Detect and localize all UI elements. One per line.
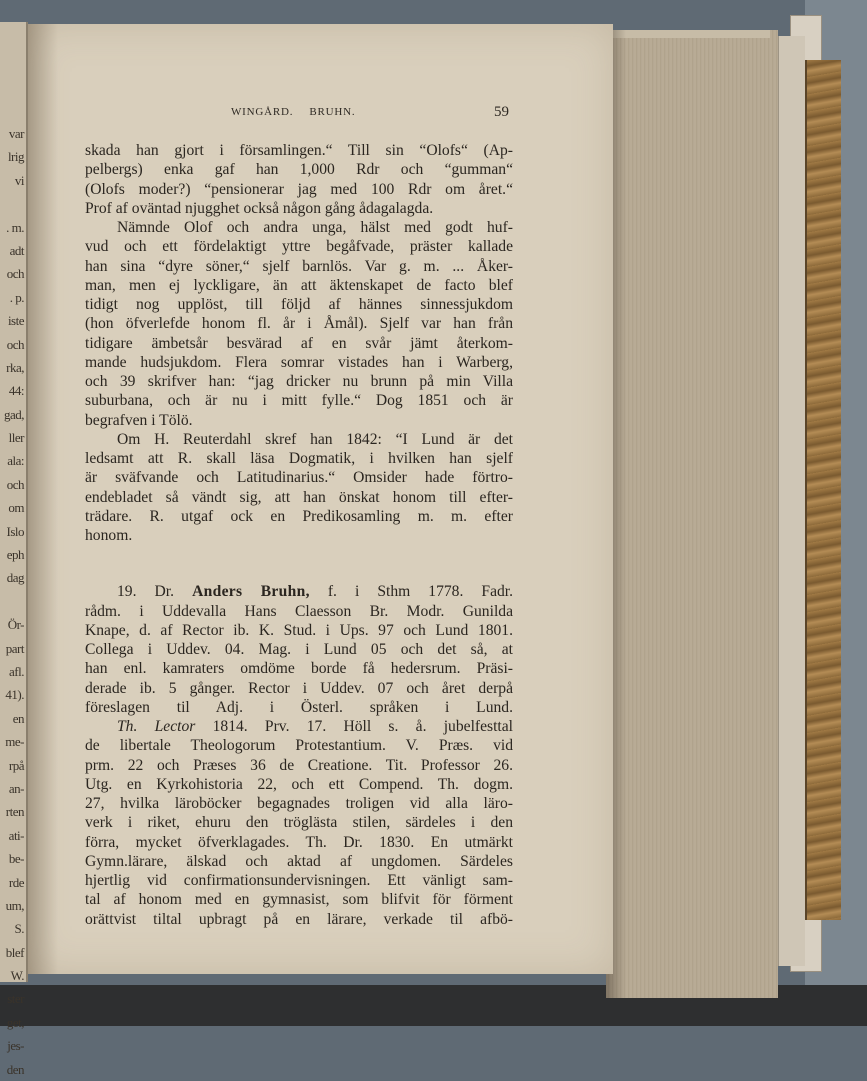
left-fragment: ster [7,991,24,1007]
paragraph-3 [85,430,513,546]
left-fragment: rde [8,874,24,890]
left-fragment: Islo [6,523,24,539]
left-fragment: be- [8,851,24,867]
left-fragment: jes- [7,1038,24,1054]
text-line: skada han gjort i församlingen.“ Till sin “Olofs“ (Ap- [85,142,513,159]
lector-rest: 1814. Prv. 17. Höll s. å. jubelfesttal [212,718,513,735]
left-fragment: ati- [8,827,24,843]
page-number: 59 [494,104,509,120]
entry-number: 19. Dr. [117,583,175,601]
text-line: Prof af oväntad njugghet också någon gång ådagalagda. [85,199,434,217]
left-fragment: . m. [6,219,24,235]
text-line: tidigt nog upplöst, till följd af hännes sinnessjukdom [85,296,513,313]
left-fragment [0,192,24,215]
left-fragment: S. [14,921,24,937]
entry-lines-1 [85,602,513,718]
text-line: Nämnde Olof och andra unga, hälst med godt huf- [117,219,513,236]
left-fragment: iste [7,313,24,329]
left-fragment: W. [10,968,24,984]
running-title-right: BRUHN. [309,106,356,118]
text-line: ledsamt att R. skall läsa Dogmatik, i hvilken han sjelf [85,450,513,467]
text-line: trädare. R. utgaf ock en Predikosamling m. m. efter [85,507,513,525]
entry-first-line [85,582,513,601]
text-line: suburbana, och är nu i mitt fylle.“ Dog 1851 och är [85,392,513,410]
left-fragment: och [6,266,24,282]
lector-italic: Th. Lector [117,718,196,735]
left-fragment: me- [5,734,24,750]
paragraph-1 [85,141,513,218]
entry-lines-2 [85,736,513,929]
left-fragment: en [12,710,24,726]
text-line: tal af honom med en gymnasist, som blifvit för förment [85,891,513,909]
text-line: (hon öfverlefde honom fl. år i Åmål). Sjelf var han från [85,315,513,333]
left-fragment: och [6,476,24,492]
text-line: pelbergs) enka gaf han 1,000 Rdr och “gumman“ [85,161,513,179]
left-fragment: dag [6,570,24,586]
entry-first-line-rest: f. i Sthm 1778. Fadr. [327,583,514,601]
text-line: (Olofs moder?) “pensionerar jag med 100 Rdr om året.“ [85,180,513,198]
entry-19 [85,582,513,929]
text-line: honom. [85,527,133,544]
left-fragment: gad, [3,406,24,422]
running-title-left: WINGÅRD. [231,106,294,118]
left-fragment: blef [5,944,24,960]
text-line: vud och ett fördelaktigt yttre begåfvade, präster kallade [85,238,513,256]
left-fragment: part [5,640,24,656]
left-fragment: vi [14,172,24,188]
left-fragment: 41). [5,687,24,703]
left-page-fragments [0,122,26,1077]
paragraph-2 [85,218,513,430]
left-fragment: eph [6,547,24,563]
left-fragment: den [6,1061,24,1077]
book-cover-edge [805,60,841,920]
text-line: de libertale Theologorum Protestantium. V. Præs. vid [85,737,513,755]
left-fragment: rka, [6,359,24,375]
text-line: Om H. Reuterdahl skref han 1842: “I Lund är det [117,430,513,448]
text-line: man, men ej lyckligare, än att äktenskapet de facto blef [85,276,513,294]
entry-lector-line [85,717,513,736]
left-fragment: adt [9,242,24,258]
left-fragment: rpå [8,757,24,773]
text-line: han enl. kamraters omdöme borde få hedersrum. Präsi- [85,660,513,678]
text-line: derade ib. 5 gånger. Rector i Uddev. 07 och året derpå [85,679,513,697]
left-fragment: ala: [7,453,24,469]
text-line: begrafven i Tölö. [85,411,193,429]
text-line: Knape, d. af Rector ib. K. Stud. i Ups. 97 och Lund 1801. [85,621,513,639]
left-fragment: afl. [9,663,24,679]
book-page [28,24,613,974]
text-line: verk i riket, ehuru den tröglästa stilen, särdeles i den [85,814,513,832]
text-line: rådm. i Uddevalla Hans Claesson Br. Modr. Gunilda [85,602,513,620]
left-fragment: 44: [8,383,24,399]
text-line: 27, hvilka läroböcker begagnades troligen vid alla läro- [85,795,513,812]
left-fragment: . p. [9,289,24,305]
text-line: är sväfvande och Latitudinarius.“ Omsider hade förtro- [85,469,513,487]
text-line: Collega i Uddev. 04. Mag. i Lund 05 och det så, at [85,641,513,658]
left-fragment: var [8,126,24,141]
left-fragment: lrig [7,149,24,165]
left-fragment: get, [6,1014,24,1030]
text-line: hjertlig vid confirmationsundervisningen. Ett vänligt sam- [85,872,513,889]
text-line: mande hudsjukdom. Flera somrar vistades han i Warberg, [85,353,513,371]
page-block-edge [778,36,805,966]
text-line: Utg. en Kyrkohistoria 22, och ett Compend. Th. dogm. [85,775,513,793]
left-fragment: ller [8,430,24,446]
left-fragment: om [8,500,24,516]
book-fore-edge [606,30,778,998]
entry-name: Anders Bruhn, [192,583,310,601]
left-fragment: an- [8,780,24,796]
page-gutter-shadow [28,24,58,974]
text-line: endebladet så vändt sig, att han önskat honom till efter- [85,488,513,506]
left-page-edge [0,22,28,1077]
text-line: tidigare ämbetsår besvärad af en svår jämt återkom- [85,334,513,352]
left-fragment: rten [5,804,24,820]
left-fragment [0,590,24,613]
text-line: han sina “dyre söner,“ sjelf barnlös. Var g. m. ... Åker- [85,257,513,275]
text-line: förra, mycket öfverklagades. Th. Dr. 1830. En utmärkt [85,833,513,851]
fore-edge-top [610,30,770,38]
text-line: föreslagen til Adj. i Österl. språken i Lund. [85,698,513,716]
text-line: orättvist tiltal upbragt på en lärare, verkade til afbö- [85,910,513,928]
text-line: Gymn.lärare, älskad och aktad af ungdomen. Särdeles [85,852,513,870]
text-line: och 39 skrifver han: “jag dricker nu brunn på min Villa [85,373,513,390]
running-header [231,106,355,118]
left-fragment: um, [5,897,24,913]
left-fragment: Ör- [7,617,24,633]
left-fragment: och [6,336,24,352]
text-line: prm. 22 och Præses 36 de Creatione. Tit. Professor 26. [85,756,513,774]
body-text [85,141,513,929]
